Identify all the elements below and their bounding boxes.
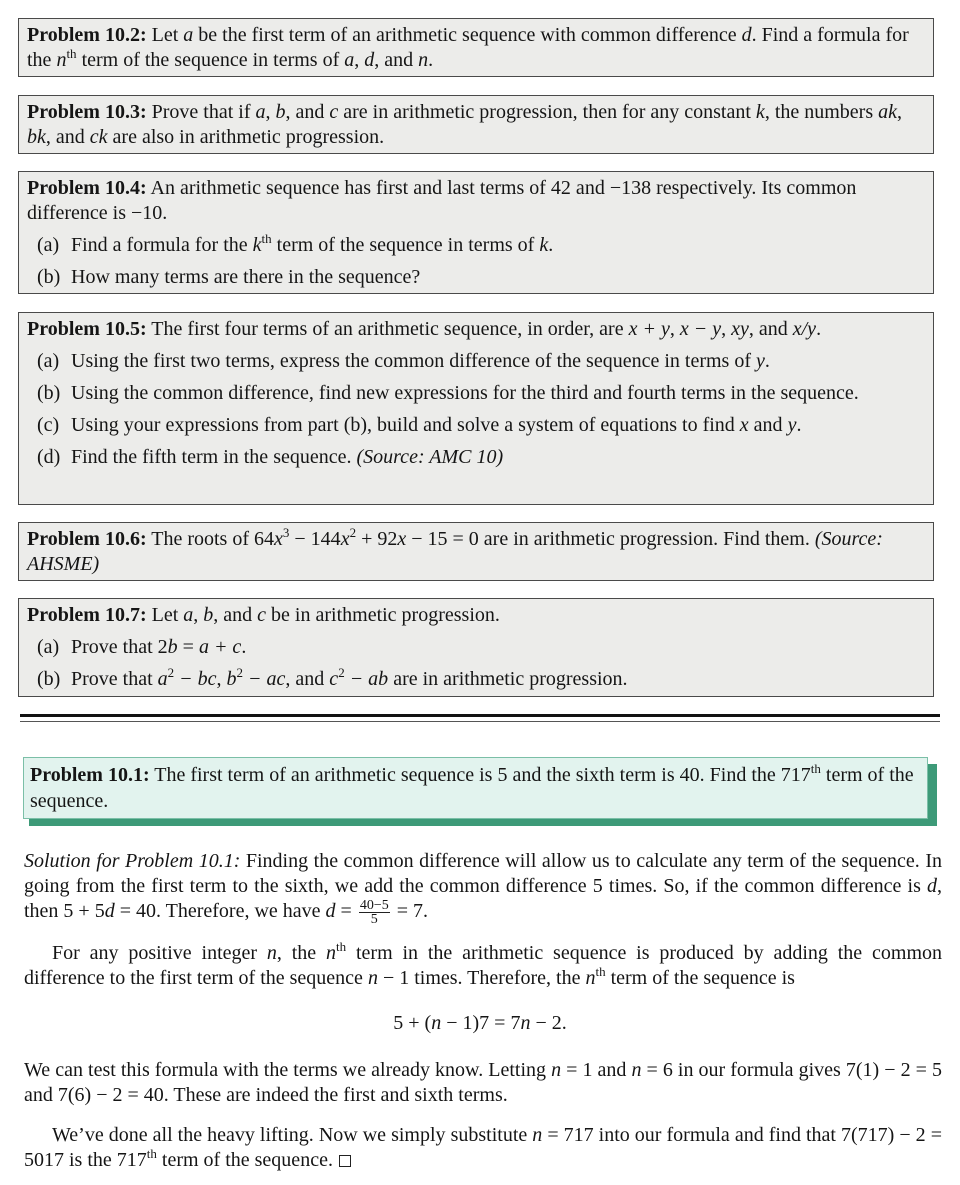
solution-label: Solution for Problem 10.1: xyxy=(24,850,241,872)
solution-paragraph-3: We can test this formula with the terms we already know. Letting n = 1 and n = 6 in our formula gives 7(1) − 2 = 5 and 7(6) − 2 = 40. These are indeed the first and sixth terms. xyxy=(24,1059,943,1106)
problem-part-a: (a) Using the first two terms, express the common difference of the sequence in terms of y. xyxy=(37,350,770,372)
problem-label: Problem 10.3: xyxy=(27,101,147,123)
source-citation: (Source: AMC 10) xyxy=(356,446,504,468)
problem-part-b: (b) Prove that $a^2$ − bc, $b^2$ − ac, and $c^2$ − ab are in arithmetic progression. xyxy=(37,665,628,690)
problem-10-4-box: Problem 10.4: An arithmetic sequence has first and last terms of 42 and −138 respectively. Its common difference is −10. (a) Find a formula for the $k^{th}$ term of the sequence in terms of k. (b) How many terms are there in the sequence? xyxy=(18,171,934,294)
problem-part-b: (b) How many terms are there in the sequence? xyxy=(37,266,421,288)
problem-10-3-box: Problem 10.3: Prove that if a, b, and c are in arithmetic progression, then for any constant k, the numbers ak, bk, and ck are also in arithmetic progression. xyxy=(18,95,934,154)
solution-paragraph-2: For any positive integer n, the $n^{th}$ term in the arithmetic sequence is produced by adding the common difference to the first term of the sequence n − 1 times. Therefore, the $n^{th}$ term of the sequence is xyxy=(24,939,942,989)
problem-part-a: (a) Prove that 2b = a + c. xyxy=(37,636,247,658)
problem-label: Problem 10.1: xyxy=(30,764,150,786)
problem-label: Problem 10.5: xyxy=(27,318,147,340)
solution-paragraph-1: Solution for Problem 10.1: Finding the common difference will allow us to calculate any term of the sequence. In going from the first term to the sixth, we add the common difference 5 times. So, if the common difference is d, then 5 + 5d = 40. Therefore, we have d = $\frac{40-5}{5}$ = 7. xyxy=(24,850,942,927)
section-divider-thick xyxy=(20,714,940,717)
problem-part-d: (d) Find the fifth term in the sequence. (Source: AMC 10) xyxy=(37,446,504,468)
problem-label: Problem 10.7: xyxy=(27,604,147,626)
featured-problem-10-1-box: Problem 10.1: The first term of an arithmetic sequence is 5 and the sixth term is 40. Find the 717th term of the sequence. xyxy=(23,757,928,819)
problem-10-7-box: Problem 10.7: Let a, b, and c be in arithmetic progression. (a) Prove that 2b = a + c. (b) Prove that $a^2$ − bc, $b^2$ − ac, and $c^2$ − ab are in arithmetic progression. xyxy=(18,598,934,697)
problem-part-c: (c) Using your expressions from part (b), build and solve a system of equations to find x and y. xyxy=(37,414,802,436)
section-divider-thin xyxy=(20,721,940,722)
fraction: $\frac{40-5}{5}$ xyxy=(359,898,389,927)
problem-10-2-box: Problem 10.2: Let a be the first term of an arithmetic sequence with common difference d. Find a formula for the $n^{th}$ term of the sequence in terms of a, d, and n. xyxy=(18,18,934,77)
problem-10-6-box: Problem 10.6: The roots of $64x^3 - 144x^2 + 92x - 15 = 0$ are in arithmetic progression. Find them. (Source: AHSME) xyxy=(18,522,934,581)
qed-square-icon xyxy=(339,1155,351,1167)
problem-label: Problem 10.6: xyxy=(27,528,147,550)
display-equation: 5 + (n − 1)7 = 7n − 2. xyxy=(393,1012,567,1034)
solution-paragraph-4: We’ve done all the heavy lifting. Now we simply substitute n = 717 into our formula and find that 7(717) − 2 = 5017 is the 717th term of the sequence. xyxy=(24,1124,942,1171)
problem-label: Problem 10.2: xyxy=(27,24,147,46)
problem-10-5-box: Problem 10.5: The first four terms of an arithmetic sequence, in order, are x + y, x − y, xy, and x/y. (a) Using the first two terms, express the common difference of the sequence in terms of y. (b) Using the common difference, find new expressions for the third and fourth terms in the sequence. (c) Using your expressions from part (b), build and solve a system of equations to find x and y. (d) Find the fifth term in the sequence. (Source: AMC 10) xyxy=(18,312,934,505)
problem-label: Problem 10.4: xyxy=(27,177,147,199)
source-citation: (Source: AHSME) xyxy=(27,528,883,575)
problem-part-a: (a) Find a formula for the $k^{th}$ term of the sequence in terms of k. xyxy=(37,231,554,256)
problem-part-b: (b) Using the common difference, find new expressions for the third and fourth terms in the sequence. xyxy=(37,382,859,404)
